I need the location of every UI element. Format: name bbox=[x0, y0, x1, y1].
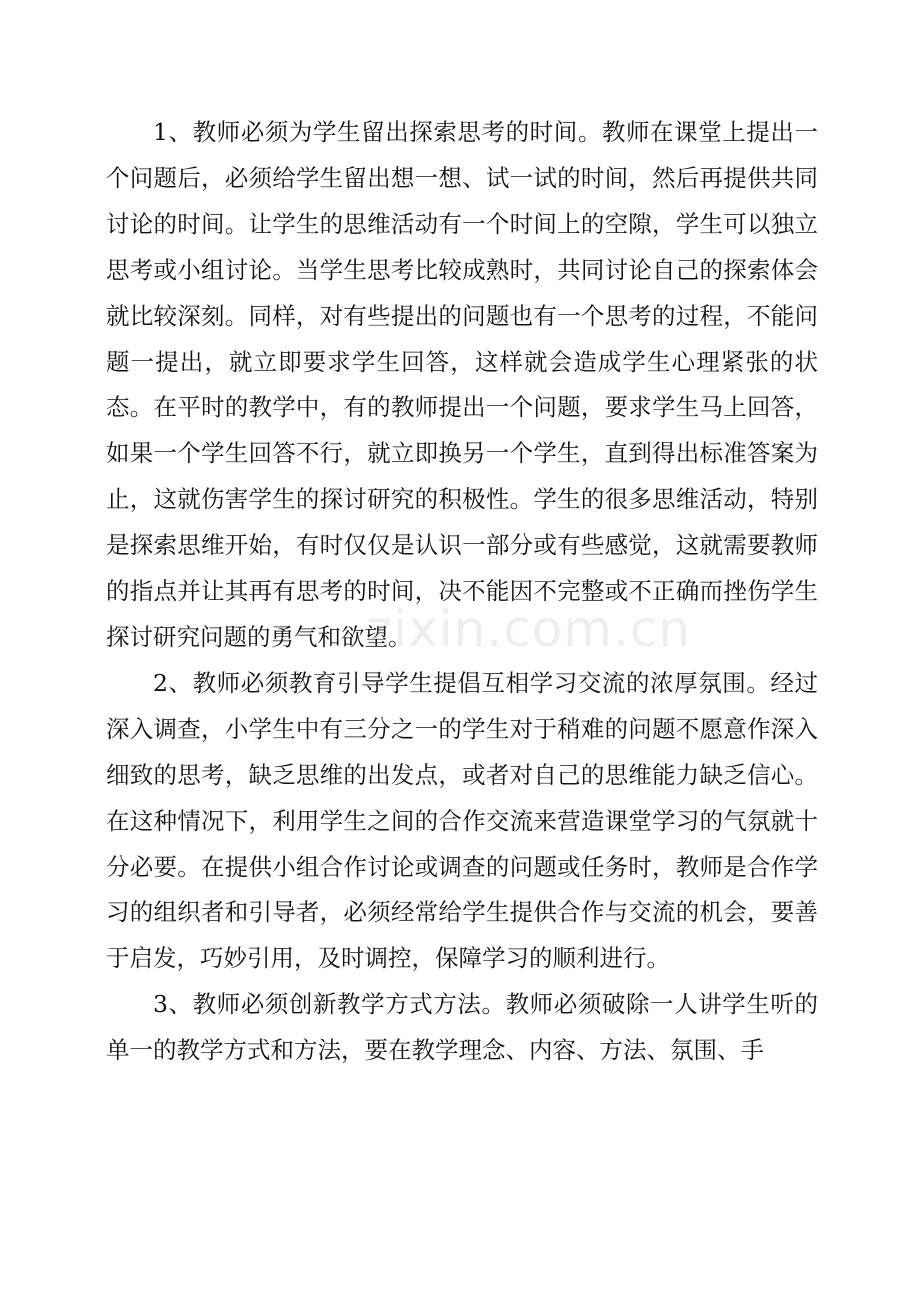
paragraph-1: 1、教师必须为学生留出探索思考的时间。教师在课堂上提出一个问题后，必须给学生留出想一想、试一试的时间，然后再提供共同讨论的时间。让学生的思维活动有一个时间上的空隙，学生可以独立思考或小组讨论。当学生思考比较成熟时，共同讨论自己的探索体会就比较深刻。同样，对有些提出的问题也有一个思考的过程，不能问题一提出，就立即要求学生回答，这样就会造成学生心理紧张的状态。在平时的教学中，有的教师提出一个问题，要求学生马上回答，如果一个学生回答不行，就立即换另一个学生，直到得出标准答案为止，这就伤害学生的探讨研究的积极性。学生的很多思维活动，特别是探索思维开始，有时仅仅是认识一部分或有些感觉，这就需要教师的指点并让其再有思考的时间，决不能因不完整或不正确而挫伤学生探讨研究问题的勇气和欲望。 bbox=[106, 118, 818, 651]
paragraph-2: 2、教师必须教育引导学生提倡互相学习交流的浓厚氛围。经过深入调查，小学生中有三分之一的学生对于稍难的问题不愿意作深入细致的思考，缺乏思维的出发点，或者对自己的思维能力缺乏信心。在这种情况下，利用学生之间的合作交流来营造课堂学习的气氛就十分必要。在提供小组合作讨论或调查的问题或任务时，教师是合作学习的组织者和引导者，必须经常给学生提供合作与交流的机会，要善于启发，巧妙引用，及时调控，保障学习的顺利进行。 bbox=[106, 668, 818, 973]
watermark: zixin.com.cn bbox=[366, 600, 692, 658]
paragraph-3: 3、教师必须创新教学方式方法。教师必须破除一人讲学生听的单一的教学方式和方法，要在教学理念、内容、方法、氛围、手 bbox=[106, 990, 818, 1065]
document-body bbox=[106, 110, 818, 1074]
